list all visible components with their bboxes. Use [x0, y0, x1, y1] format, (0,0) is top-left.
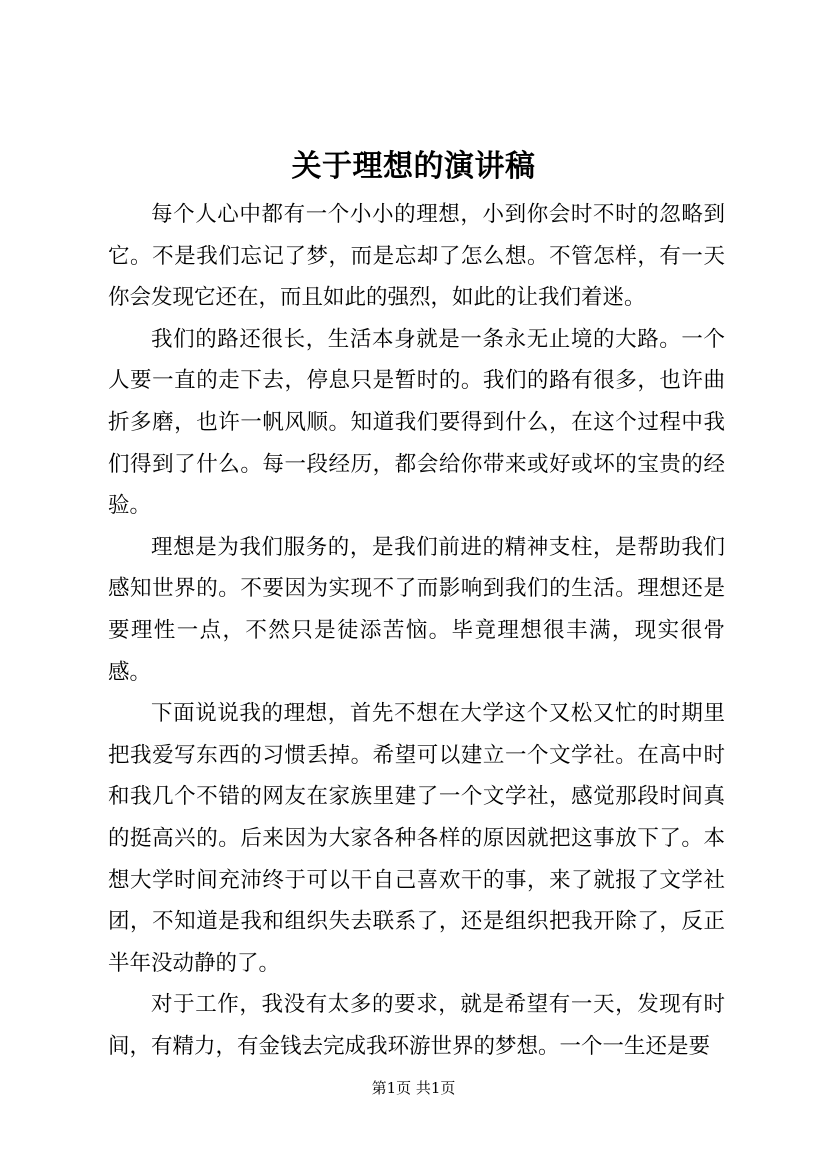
document-body — [108, 194, 725, 1067]
page-number-footer: 第1页 共1页 — [371, 1079, 456, 1097]
paragraph-2: 我们的路还很长，生活本身就是一条永无止境的大路。一个人要一直的走下去，停息只是暂时的。我们的路有很多，也许曲折多磨，也许一帆风顺。知道我们要得到什么，在这个过程中我们得到了什么。每一段经历，都会给你带来或好或坏的宝贵的经验。 — [108, 326, 725, 519]
paragraph-5: 对于工作，我没有太多的要求，就是希望有一天，发现有时间，有精力，有金钱去完成我环游世界的梦想。一个一生还是要 — [108, 992, 725, 1059]
paragraph-1: 每个人心中都有一个小小的理想，小到你会时不时的忽略到它。不是我们忘记了梦，而是忘却了怎么想。不管怎样，有一天你会发现它还在，而且如此的强烈，如此的让我们着迷。 — [108, 202, 725, 311]
document-title: 关于理想的演讲稿 — [291, 149, 536, 184]
paragraph-4: 下面说说我的理想，首先不想在大学这个又松又忙的时期里把我爱写东西的习惯丢掉。希望可以建立一个文学社。在高中时和我几个不错的网友在家族里建了一个文学社，感觉那段时间真的挺高兴的。后来因为大家各种各样的原因就把这事放下了。本想大学时间充沛终于可以干自己喜欢干的事，来了就报了文学社团，不知道是我和组织失去联系了，还是组织把我开除了，反正半年没动静的了。 — [108, 701, 725, 976]
paragraph-3: 理想是为我们服务的，是我们前进的精神支柱，是帮助我们感知世界的。不要因为实现不了而影响到我们的生活。理想还是要理性一点，不然只是徒添苦恼。毕竟理想很丰满，现实很骨感。 — [108, 534, 725, 685]
